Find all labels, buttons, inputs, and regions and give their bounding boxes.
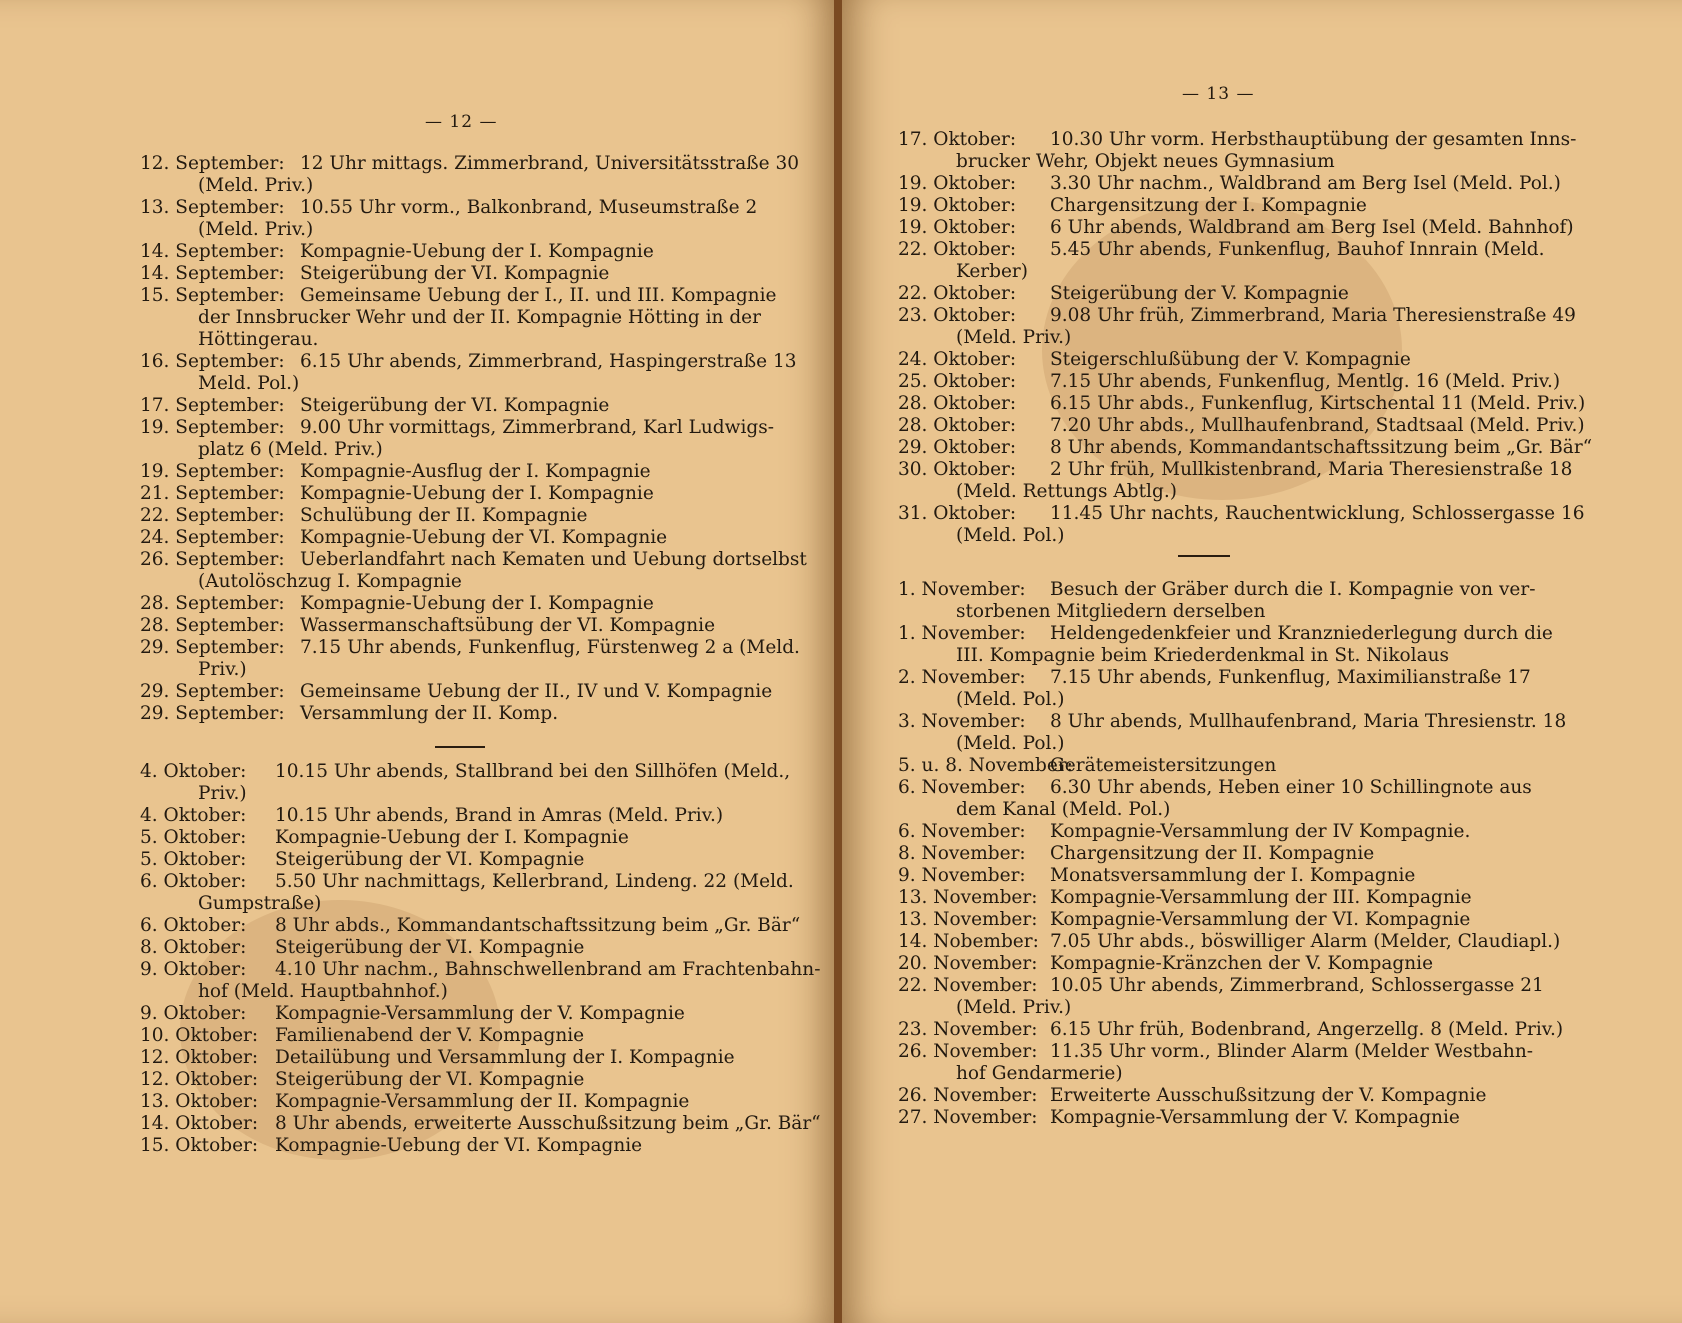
list-item [898, 623, 1618, 667]
entry-date: 30. Oktober: [898, 459, 1017, 480]
oktober-entries-left [140, 761, 821, 1157]
oktober-entries-right [898, 129, 1618, 547]
list-item [898, 217, 1618, 239]
entry-text-continued: (Meld. Priv.) [956, 327, 1072, 348]
entry-text-continued: Meld. Pol.) [198, 373, 300, 394]
list-item [898, 931, 1618, 953]
entry-date: 19. Oktober: [898, 173, 1017, 194]
list-item [898, 415, 1618, 437]
entry-text: Kompagnie-Versammlung der II. Kompagnie [275, 1091, 690, 1112]
entry-date: 17. Oktober: [898, 129, 1017, 150]
entry-text-continued: (Meld. Priv.) [198, 175, 314, 196]
entry-text: Gerätemeistersitzungen [1050, 755, 1277, 776]
september-entries [140, 153, 807, 725]
entry-date: 26. September: [140, 549, 285, 570]
entry-date: 22. September: [140, 505, 285, 526]
entry-date: 6. November: [898, 777, 1026, 798]
entry-date: 5. Oktober: [140, 827, 247, 848]
entry-date: 14. Nobember: [898, 931, 1039, 952]
entry-text: Steigerschlußübung der V. Kompagnie [1050, 349, 1411, 370]
entry-date: 15. September: [140, 285, 285, 306]
entry-date: 1. November: [898, 579, 1026, 600]
entry-text-continued: storbenen Mitgliedern derselben [956, 601, 1266, 622]
list-item [140, 615, 780, 637]
list-item [140, 505, 780, 527]
entry-text: 5.50 Uhr nachmittags, Kellerbrand, Lindeng. 22 (Meld. [275, 871, 794, 892]
list-item [140, 395, 780, 417]
entry-text-continued: (Autolöschzug I. Kompagnie [198, 571, 462, 592]
entry-text: 8 Uhr abends, Mullhaufenbrand, Maria Thresienstr. 18 [1050, 711, 1567, 732]
entry-text: Kompagnie-Versammlung der III. Kompagnie [1050, 887, 1472, 908]
list-item [898, 239, 1618, 283]
entry-text: Kompagnie-Uebung der I. Kompagnie [300, 593, 654, 614]
entry-date: 9. Oktober: [140, 1003, 247, 1024]
list-item [140, 593, 780, 615]
entry-text: 4.10 Uhr nachm., Bahnschwellenbrand am Frachtenbahn- [275, 959, 821, 980]
entry-text: Steigerübung der VI. Kompagnie [275, 849, 585, 870]
entry-date: 22. Oktober: [898, 283, 1017, 304]
entry-date: 25. Oktober: [898, 371, 1017, 392]
entry-date: 26. November: [898, 1085, 1038, 1106]
page-number-right: — 13 — [1182, 84, 1255, 104]
entry-text: Kompagnie-Uebung der I. Kompagnie [300, 241, 654, 262]
entry-date: 28. September: [140, 593, 285, 614]
list-item [140, 527, 780, 549]
entry-text: Kompagnie-Uebung der I. Kompagnie [275, 827, 629, 848]
entry-text-continued: (Meld. Priv.) [198, 219, 314, 240]
entry-text: Kompagnie-Uebung der VI. Kompagnie [300, 527, 668, 548]
list-item [898, 711, 1618, 755]
left-page [0, 0, 836, 1323]
entry-text: Kompagnie-Kränzchen der V. Kompagnie [1050, 953, 1434, 974]
list-item [140, 1113, 821, 1135]
list-item [898, 129, 1618, 173]
entry-text: Kompagnie-Versammlung der V. Kompagnie [1050, 1107, 1460, 1128]
list-item [140, 417, 780, 461]
entry-date: 14. September: [140, 241, 285, 262]
list-item [140, 703, 780, 725]
entry-date: 12. Oktober: [140, 1069, 259, 1090]
list-item [898, 1041, 1618, 1085]
entry-date: 4. Oktober: [140, 761, 247, 782]
entry-text: 11.45 Uhr nachts, Rauchentwicklung, Schlossergasse 16 [1050, 503, 1585, 524]
list-item [898, 1085, 1618, 1107]
entry-date: 29. September: [140, 637, 285, 658]
entry-text-continued: Priv.) [198, 659, 247, 680]
entry-date: 19. September: [140, 461, 285, 482]
entry-text: 12 Uhr mittags. Zimmerbrand, Universitätsstraße 30 [300, 153, 799, 174]
entry-text: 9.00 Uhr vormittags, Zimmerbrand, Karl Ludwigs- [300, 417, 774, 438]
page-number-left: — 12 — [425, 112, 498, 132]
list-item [140, 761, 791, 805]
entry-text-continued: brucker Wehr, Objekt neues Gymnasium [956, 151, 1335, 172]
entry-date: 17. September: [140, 395, 285, 416]
list-item [898, 173, 1618, 195]
entry-date: 13. September: [140, 197, 285, 218]
list-item [140, 959, 821, 1003]
entry-date: 28. September: [140, 615, 285, 636]
list-item [140, 805, 780, 827]
entry-date: 4. Oktober: [140, 805, 247, 826]
entry-text: 9.08 Uhr früh, Zimmerbrand, Maria Theresienstraße 49 [1050, 305, 1576, 326]
list-item [140, 549, 807, 593]
entry-text: Kompagnie-Uebung der I. Kompagnie [300, 483, 654, 504]
entry-text-continued: (Meld. Pol.) [956, 525, 1065, 546]
entry-text: Steigerübung der VI. Kompagnie [300, 263, 610, 284]
list-item [898, 371, 1618, 393]
entry-text: Gemeinsame Uebung der I., II. und III. Kompagnie [300, 285, 777, 306]
list-item [140, 351, 797, 395]
entry-text: Ueberlandfahrt nach Kematen und Uebung dortselbst [300, 549, 807, 570]
entry-date: 2. November: [898, 667, 1026, 688]
entry-text: 5.45 Uhr abends, Funkenflug, Bauhof Innrain (Meld. [1050, 239, 1545, 260]
list-item [898, 305, 1618, 349]
entry-date: 16. September: [140, 351, 285, 372]
list-item [140, 937, 780, 959]
entry-date: 13. Oktober: [140, 1091, 259, 1112]
list-item [898, 887, 1618, 909]
list-item [898, 865, 1618, 887]
list-item [140, 681, 780, 703]
entry-date: 15. Oktober: [140, 1135, 259, 1156]
entry-date: 8. November: [898, 843, 1026, 864]
entry-text: Schulübung der II. Kompagnie [300, 505, 588, 526]
entry-text: 10.15 Uhr abends, Brand in Amras (Meld. Priv.) [275, 805, 724, 826]
entry-date: 22. Oktober: [898, 239, 1017, 260]
right-page [842, 0, 1682, 1323]
entry-text-continued: III. Kompagnie beim Kriederdenkmal in St. Nikolaus [956, 645, 1450, 666]
entry-text: Steigerübung der VI. Kompagnie [300, 395, 610, 416]
list-item [140, 263, 780, 285]
list-item [898, 755, 1618, 777]
entry-text: 11.35 Uhr vorm., Blinder Alarm (Melder Westbahn- [1050, 1041, 1533, 1062]
entry-date: 6. Oktober: [140, 915, 247, 936]
entry-text: Kompagnie-Versammlung der IV Kompagnie. [1050, 821, 1471, 842]
entry-text: Kompagnie-Uebung der VI. Kompagnie [275, 1135, 643, 1156]
entry-text-continued: (Meld. Rettungs Abtlg.) [956, 481, 1177, 502]
entry-text: 6.30 Uhr abends, Heben einer 10 Schillingnote aus [1050, 777, 1532, 798]
list-item [898, 503, 1618, 547]
section-divider [435, 746, 485, 748]
entry-text: Gemeinsame Uebung der II., IV und V. Kompagnie [300, 681, 773, 702]
entry-text: Versammlung der II. Komp. [300, 703, 559, 724]
entry-text: 3.30 Uhr nachm., Waldbrand am Berg Isel (Meld. Pol.) [1050, 173, 1561, 194]
list-item [140, 871, 794, 915]
entry-text-continued: Gumpstraße) [198, 893, 322, 914]
list-item [140, 241, 780, 263]
entry-text: 7.20 Uhr abds., Mullhaufenbrand, Stadtsaal (Meld. Priv.) [1050, 415, 1585, 436]
entry-text: Familienabend der V. Kompagnie [275, 1025, 585, 1046]
entry-date: 24. September: [140, 527, 285, 548]
entry-text-continued: der Innsbrucker Wehr und der II. Kompagnie Hötting in der [198, 307, 761, 328]
entry-date: 29. September: [140, 681, 285, 702]
list-item [898, 349, 1618, 371]
entry-text-continued: hof Gendarmerie) [956, 1063, 1123, 1084]
entry-date: 22. November: [898, 975, 1038, 996]
entry-text: Wassermanschaftsübung der VI. Kompagnie [300, 615, 716, 636]
entry-date: 26. November: [898, 1041, 1038, 1062]
list-item [140, 849, 780, 871]
entry-text: 6.15 Uhr abds., Funkenflug, Kirtschental 11 (Meld. Priv.) [1050, 393, 1586, 414]
entry-text-continued: (Meld. Pol.) [956, 733, 1065, 754]
entry-text: 10.05 Uhr abends, Zimmerbrand, Schlossergasse 21 [1050, 975, 1544, 996]
list-item [140, 1025, 780, 1047]
entry-text: 6.15 Uhr abends, Zimmerbrand, Haspingerstraße 13 [300, 351, 797, 372]
entry-text: Steigerübung der V. Kompagnie [1050, 283, 1349, 304]
entry-text: 10.15 Uhr abends, Stallbrand bei den Sillhöfen (Meld., [275, 761, 791, 782]
entry-date: 10. Oktober: [140, 1025, 259, 1046]
entry-date: 19. Oktober: [898, 195, 1017, 216]
entry-date: 21. September: [140, 483, 285, 504]
list-item [140, 1003, 780, 1025]
entry-date: 9. Oktober: [140, 959, 247, 980]
entry-text-continued: Höttingerau. [198, 329, 319, 350]
entry-date: 13. November: [898, 909, 1038, 930]
entry-date: 12. Oktober: [140, 1047, 259, 1068]
entry-text: 8 Uhr abds., Kommandantschaftssitzung beim „Gr. Bär“ [275, 915, 801, 936]
list-item [898, 283, 1618, 305]
section-divider [1178, 555, 1230, 557]
list-item [898, 953, 1618, 975]
entry-date: 3. November: [898, 711, 1026, 732]
entry-text: 7.15 Uhr abends, Funkenflug, Maximilianstraße 17 [1050, 667, 1531, 688]
entry-text: 7.15 Uhr abends, Funkenflug, Mentlg. 16 (Meld. Priv.) [1050, 371, 1561, 392]
entry-date: 9. November: [898, 865, 1026, 886]
entry-date: 12. September: [140, 153, 285, 174]
entry-text-continued: dem Kanal (Meld. Pol.) [956, 799, 1171, 820]
entry-text: 8 Uhr abends, Kommandantschaftssitzung beim „Gr. Bär“ [1050, 437, 1593, 458]
entry-date: 6. November: [898, 821, 1026, 842]
list-item [898, 437, 1618, 459]
list-item [898, 1019, 1618, 1041]
entry-text: Monatsversammlung der I. Kompagnie [1050, 865, 1416, 886]
entry-date: 5. Oktober: [140, 849, 247, 870]
entry-date: 14. Oktober: [140, 1113, 259, 1134]
entry-text: 6 Uhr abends, Waldbrand am Berg Isel (Meld. Bahnhof) [1050, 217, 1574, 238]
entry-text: Kompagnie-Versammlung der VI. Kompagnie [1050, 909, 1471, 930]
entry-date: 20. November: [898, 953, 1038, 974]
list-item [898, 667, 1618, 711]
entry-date: 14. September: [140, 263, 285, 284]
list-item [898, 821, 1618, 843]
list-item [140, 637, 800, 681]
entry-text: Detailübung und Versammlung der I. Kompagnie [275, 1047, 735, 1068]
entry-text: Besuch der Gräber durch die I. Kompagnie von ver- [1050, 579, 1536, 600]
entry-text: 2 Uhr früh, Mullkistenbrand, Maria Theresienstraße 18 [1050, 459, 1573, 480]
entry-date: 6. Oktober: [140, 871, 247, 892]
entry-date: 19. Oktober: [898, 217, 1017, 238]
entry-text: Chargensitzung der I. Kompagnie [1050, 195, 1367, 216]
entry-date: 23. November: [898, 1019, 1038, 1040]
list-item [898, 777, 1618, 821]
entry-date: 24. Oktober: [898, 349, 1017, 370]
list-item [140, 483, 780, 505]
entry-text: Kompagnie-Ausflug der I. Kompagnie [300, 461, 651, 482]
entry-date: 28. Oktober: [898, 393, 1017, 414]
entry-date: 1. November: [898, 623, 1026, 644]
entry-text: 8 Uhr abends, erweiterte Ausschußsitzung beim „Gr. Bär“ [275, 1113, 821, 1134]
entry-text-continued: platz 6 (Meld. Priv.) [198, 439, 383, 460]
entry-text: Chargensitzung der II. Kompagnie [1050, 843, 1375, 864]
list-item [140, 1047, 780, 1069]
list-item [898, 843, 1618, 865]
entry-date: 29. September: [140, 703, 285, 724]
entry-text-continued: Priv.) [198, 783, 247, 804]
entry-text: 6.15 Uhr früh, Bodenbrand, Angerzellg. 8 (Meld. Priv.) [1050, 1019, 1564, 1040]
entry-text-continued: Kerber) [956, 261, 1028, 282]
entry-text: Steigerübung der VI. Kompagnie [275, 1069, 585, 1090]
entry-text-continued: hof (Meld. Hauptbahnhof.) [198, 981, 448, 1002]
entry-date: 5. u. 8. November: [898, 755, 1073, 776]
list-item [140, 827, 780, 849]
list-item [140, 153, 799, 197]
list-item [898, 579, 1618, 623]
list-item [140, 1069, 780, 1091]
entry-text: 10.30 Uhr vorm. Herbsthauptübung der gesamten Inns- [1050, 129, 1577, 150]
list-item [898, 975, 1618, 1019]
list-item [140, 1135, 780, 1157]
list-item [898, 393, 1618, 415]
entry-text: Kompagnie-Versammlung der V. Kompagnie [275, 1003, 685, 1024]
list-item [898, 1107, 1618, 1129]
entry-text: Heldengedenkfeier und Kranzniederlegung durch die [1050, 623, 1553, 644]
entry-text-continued: (Meld. Priv.) [956, 997, 1072, 1018]
list-item [140, 197, 780, 241]
november-entries [898, 579, 1618, 1129]
entry-date: 31. Oktober: [898, 503, 1017, 524]
entry-date: 8. Oktober: [140, 937, 247, 958]
list-item [140, 915, 801, 937]
entry-text: 7.15 Uhr abends, Funkenflug, Fürstenweg 2 a (Meld. [300, 637, 800, 658]
entry-date: 19. September: [140, 417, 285, 438]
entry-date: 27. November: [898, 1107, 1038, 1128]
list-item [140, 461, 780, 483]
entry-date: 23. Oktober: [898, 305, 1017, 326]
entry-text: 10.55 Uhr vorm., Balkonbrand, Museumstraße 2 [300, 197, 758, 218]
entry-text-continued: (Meld. Pol.) [956, 689, 1065, 710]
entry-date: 29. Oktober: [898, 437, 1017, 458]
list-item [898, 909, 1618, 931]
entry-text: Erweiterte Ausschußsitzung der V. Kompagnie [1050, 1085, 1487, 1106]
list-item [898, 195, 1618, 217]
list-item [898, 459, 1618, 503]
entry-date: 13. November: [898, 887, 1038, 908]
list-item [140, 1091, 780, 1113]
entry-date: 28. Oktober: [898, 415, 1017, 436]
entry-text: 7.05 Uhr abds., böswilliger Alarm (Melder, Claudiapl.) [1050, 931, 1561, 952]
list-item [140, 285, 780, 351]
entry-text: Steigerübung der VI. Kompagnie [275, 937, 585, 958]
